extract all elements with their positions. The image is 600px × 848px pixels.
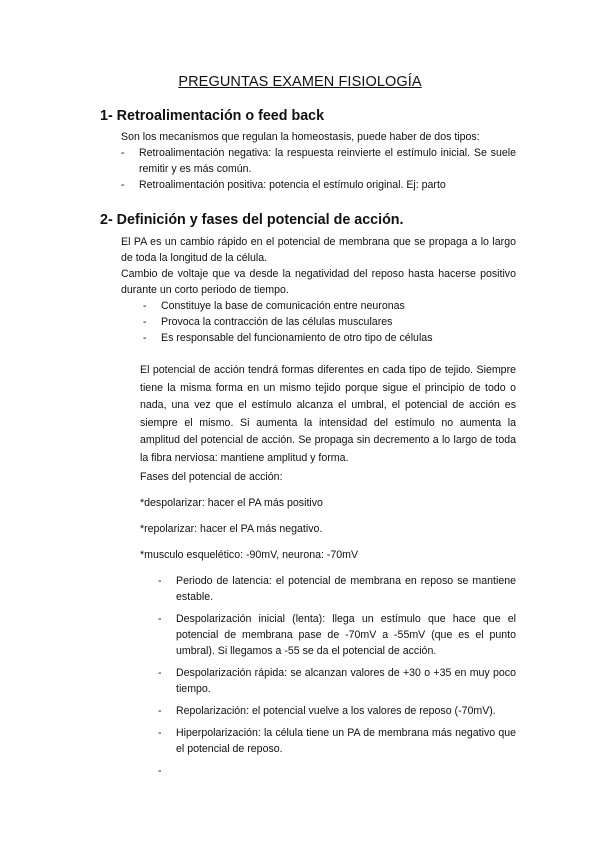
list-item	[143, 330, 516, 346]
list-item-text: Constituye la base de comunicación entre neuronas	[161, 300, 405, 312]
list-item	[158, 725, 516, 757]
list-item-text: Retroalimentación positiva: potencia el estímulo original. Ej: parto	[139, 179, 446, 191]
fases-label: Fases del potencial de acción:	[140, 471, 283, 483]
phases-list	[158, 573, 516, 777]
section-1-heading: 1- Retroalimentación o feed back	[100, 108, 325, 124]
list-item-text: Provoca la contracción de las células musculares	[161, 316, 393, 328]
note-potenciales: *musculo esquelético: -90mV, neurona: -70mV	[140, 549, 359, 561]
list-item	[143, 298, 516, 314]
list-item-text: Retroalimentación negativa: la respuesta reinvierte el estímulo inicial. Se suele remitir y es más común.	[139, 147, 516, 175]
section-1-body	[121, 129, 516, 193]
pa-definition: El PA es un cambio rápido en el potencial de membrana que se propaga a lo largo de toda la longitud de la célula.	[121, 236, 516, 264]
list-item	[121, 145, 516, 177]
list-item-text: Repolarización: el potencial vuelve a los valores de reposo (-70mV).	[176, 705, 496, 717]
list-item	[158, 611, 516, 659]
list-item-text: Hiperpolarización: la célula tiene un PA de membrana más negativo que el potencial de reposo.	[176, 727, 516, 755]
section-2-heading: 2- Definición y fases del potencial de acción.	[100, 212, 404, 228]
list-item	[121, 177, 516, 193]
list-item-text: Despolarización inicial (lenta): llega un estímulo que hace que el potencial de membrana pase de -70mV a -55mV (que es el punto umbral). Si llegamos a -55 se da el potencial de acción.	[176, 613, 516, 657]
list-item-text: Despolarización rápida: se alcanzan valores de +30 o +35 en muy poco tiempo.	[176, 667, 516, 695]
dash-bullet-icon: -	[121, 147, 125, 159]
dash-bullet-icon: -	[121, 179, 125, 191]
dash-bullet-icon: -	[143, 300, 147, 312]
list-item	[143, 314, 516, 330]
list-item-text: Es responsable del funcionamiento de otro tipo de células	[161, 332, 433, 344]
dash-bullet-icon: -	[143, 316, 147, 328]
list-item	[158, 573, 516, 605]
dash-bullet-icon: -	[158, 613, 162, 625]
note-repolarizar: *repolarizar: hacer el PA más negativo.	[140, 523, 323, 535]
list-item	[158, 703, 516, 719]
dash-bullet-icon: -	[158, 727, 162, 739]
dash-bullet-icon: -	[158, 705, 162, 717]
page-title: PREGUNTAS EXAMEN FISIOLOGÍA	[178, 74, 422, 90]
dash-bullet-icon: -	[158, 765, 162, 777]
pa-functions-list	[121, 298, 516, 346]
dash-bullet-icon: -	[158, 667, 162, 679]
section-2-intro	[121, 234, 516, 346]
section-1-intro: Son los mecanismos que regulan la homeostasis, puede haber de dos tipos:	[121, 131, 480, 143]
list-item-text: Periodo de latencia: el potencial de membrana en reposo se mantiene estable.	[176, 575, 516, 603]
list-item	[158, 665, 516, 697]
dash-bullet-icon: -	[158, 575, 162, 587]
note-despolarizar: *despolarizar: hacer el PA más positivo	[140, 497, 323, 509]
dash-bullet-icon: -	[143, 332, 147, 344]
pa-shape-paragraph: El potencial de acción tendrá formas diferentes en cada tipo de tejido. Siempre tiene la misma forma en un mismo tejido porque sigue el principio de todo o nada, una vez que el estímulo alcanza el umbral, el potencial de acción es siempre el mismo. Si aumenta la intensidad del estímulo no aumenta la amplitud del potencial de acción. Se propaga sin decremento a lo largo de toda la fibra nerviosa: mantiene amplitud y forma.	[140, 364, 516, 464]
pa-voltage-change: Cambio de voltaje que va desde la negatividad del reposo hasta hacerse positivo durante un corto periodo de tiempo.	[121, 268, 516, 296]
